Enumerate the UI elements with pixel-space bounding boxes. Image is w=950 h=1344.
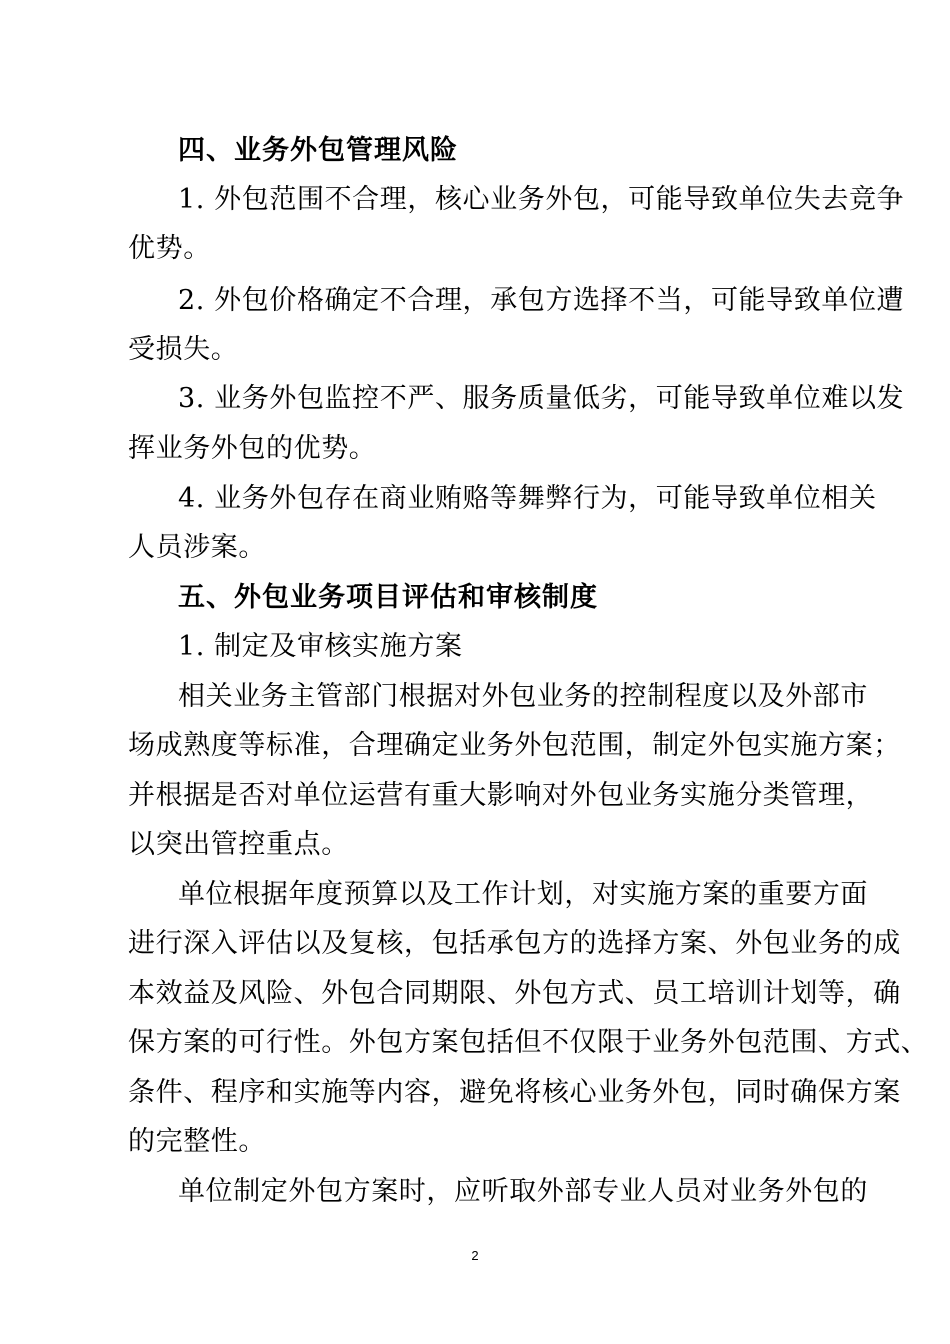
paragraph-3-line-1: 单位制定外包方案时，应听取外部专业人员对业务外包的 (178, 1176, 868, 1207)
paragraph-1-line-3: 并根据是否对单位运营有重大影响对外包业务实施分类管理， (128, 780, 874, 811)
paragraph-2-line-5: 条件、程序和实施等内容，避免将核心业务外包，同时确保方案 (128, 1077, 901, 1108)
section-heading-5: 五、外包业务项目评估和审核制度 (178, 582, 598, 613)
paragraph-1-line-1: 相关业务主管部门根据对外包业务的控制程度以及外部市 (178, 681, 868, 712)
risk-item-1-line-1: 1. 外包范围不合理，核心业务外包，可能导致单位失去竞争 (178, 184, 905, 215)
paragraph-1-line-4: 以突出管控重点。 (128, 829, 349, 860)
paragraph-2-line-3: 本效益及风险、外包合同期限、外包方式、员工培训计划等，确 (128, 978, 901, 1009)
risk-item-4-line-2: 人员涉案。 (128, 532, 266, 563)
paragraph-2-line-1: 单位根据年度预算以及工作计划，对实施方案的重要方面 (178, 879, 868, 910)
subheading-1: 1. 制定及审核实施方案 (178, 631, 463, 662)
risk-item-4-line-1: 4. 业务外包存在商业贿赂等舞弊行为，可能导致单位相关 (178, 483, 877, 514)
paragraph-2-line-6: 的完整性。 (128, 1126, 266, 1157)
paragraph-1-line-2: 场成熟度等标准，合理确定业务外包范围，制定外包实施方案； (128, 730, 901, 761)
page-number: 2 (471, 1248, 479, 1263)
risk-item-2-line-1: 2. 外包价格确定不合理，承包方选择不当，可能导致单位遭 (178, 285, 905, 316)
section-heading-4: 四、业务外包管理风险 (178, 135, 458, 166)
risk-item-2-line-2: 受损失。 (128, 334, 239, 365)
paragraph-2-line-2: 进行深入评估以及复核，包括承包方的选择方案、外包业务的成 (128, 928, 901, 959)
risk-item-1-line-2: 优势。 (128, 233, 211, 264)
risk-item-3-line-2: 挥业务外包的优势。 (128, 433, 377, 464)
paragraph-2-line-4: 保方案的可行性。外包方案包括但不仅限于业务外包范围、方式、 (128, 1027, 929, 1058)
risk-item-3-line-1: 3. 业务外包监控不严、服务质量低劣，可能导致单位难以发 (178, 383, 905, 414)
